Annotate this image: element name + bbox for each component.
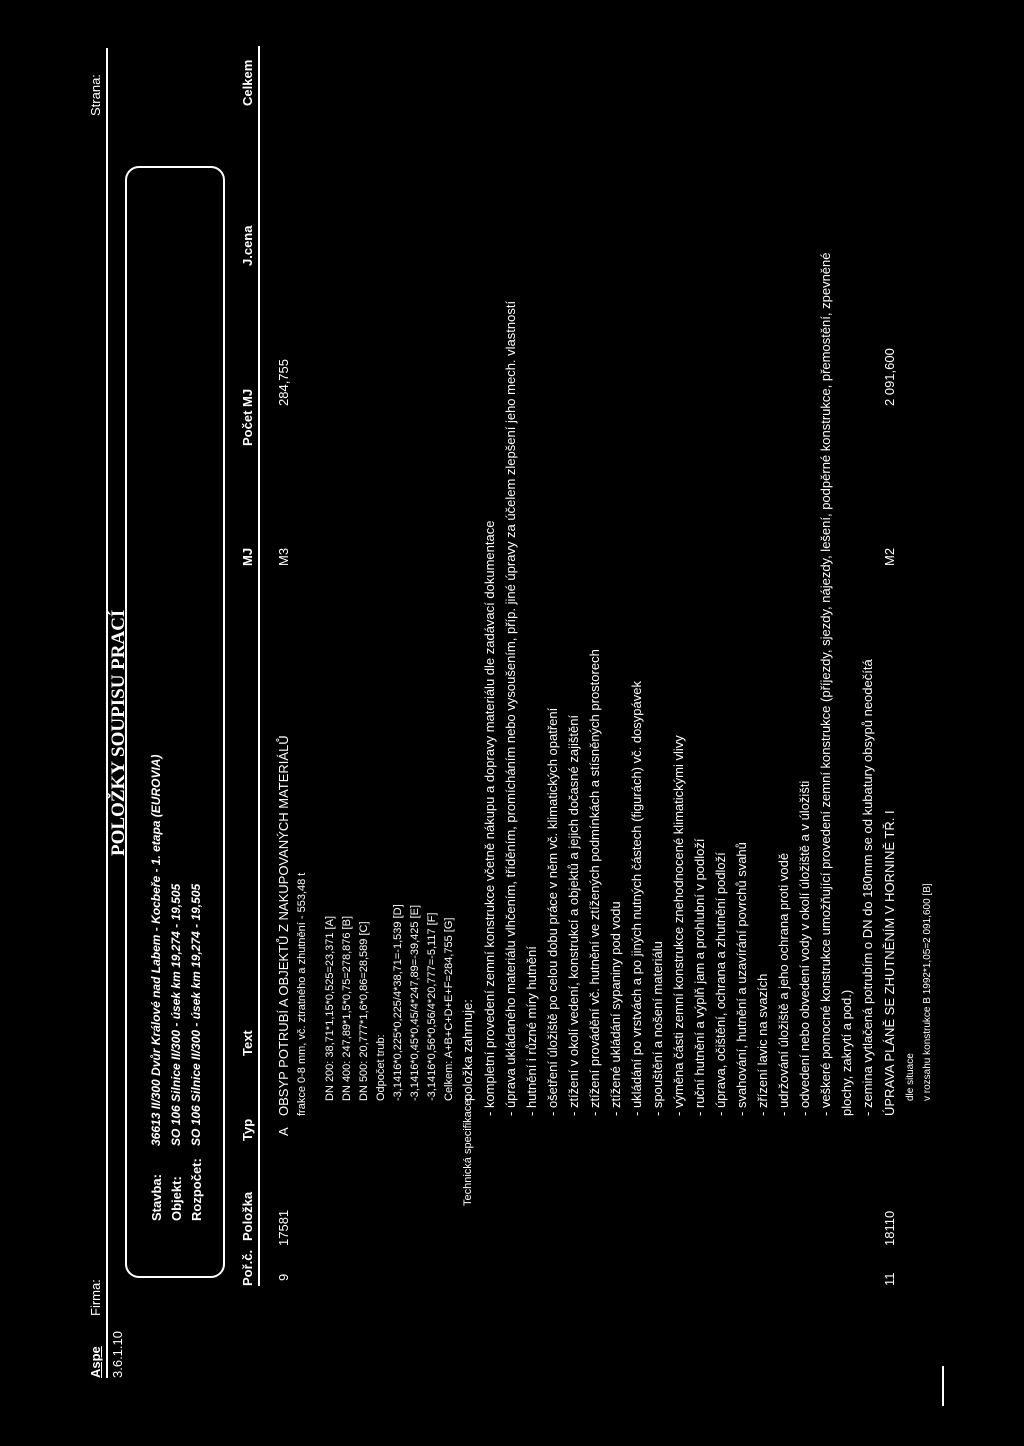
calc-line: -3,1416*0,56*0,56/4*20,777=-5,117 [F] <box>426 912 438 1101</box>
spec-bullet: - ukládání po vrstvách a po jiných nutných částech (figurách) vč. dosypávek <box>629 681 644 1116</box>
item2-no: 11 <box>882 1272 897 1286</box>
spec-bullet: - ošetření úložiště po celou dobu práce v něm vč. klimatických opatření <box>545 707 560 1116</box>
col-mj: MJ <box>240 547 255 566</box>
item2-note1: dle situace <box>905 1053 916 1101</box>
bottom-rule <box>942 1366 944 1406</box>
item1-no: 9 <box>276 1273 291 1281</box>
objekt-value: SO 106 Silnice II/300 - úsek km 19,274 - 19,505 <box>169 883 183 1146</box>
calc-line: Odpočet trub: <box>375 1034 387 1101</box>
spec-bullet: - ruční hutnění a výplň jam a prohlubní v podloží <box>692 838 707 1116</box>
spec-bullet: - výměna části zemní konstrukce znehodnocené klimatickými vlivy <box>671 735 686 1116</box>
rozpocet-label: Rozpočet: <box>189 1158 204 1221</box>
item2-qty: 2 091,600 <box>882 348 897 406</box>
stavba-label: Stavba: <box>149 1174 164 1221</box>
item1-text: OBSYP POTRUBÍ A OBJEKTŮ Z NAKUPOVANÝCH MATERIÁLŮ <box>276 735 291 1116</box>
aspe-label: Aspe <box>88 1346 103 1378</box>
item2-note2: v rozsahu konstrukce B 1992*1,05=2 091,600 [B] <box>922 883 933 1101</box>
item2-text: ÚPRAVA PLÁNĚ SE ZHUTNĚNÍM V HORNINĚ TŘ. I <box>882 810 897 1116</box>
spec-bullet: - kompletní provedení zemní konstrukce včetně nákupu a dopravy materiálu dle zadávací dokumentace <box>482 520 497 1116</box>
project-info-box <box>125 166 225 1278</box>
item2-mj: M2 <box>882 547 897 566</box>
spec-bullet: - svahování, hutnění a uzavírání povrchů svahů <box>734 842 749 1116</box>
spec-bullet: - hutnění i různé míry hutnění <box>524 946 539 1116</box>
col-pocet: Počet MJ <box>240 388 255 446</box>
col-porc: Poř.č. <box>240 1249 255 1286</box>
rozpocet-value: SO 106 Silnice II/300 - úsek km 19,274 - 19,505 <box>189 883 203 1146</box>
item1-code: 17581 <box>276 1209 291 1246</box>
calc-line: DN 500: 20,777*1,6*0,86=28,589 [C] <box>358 921 370 1101</box>
stavba-value: 36613 II/300 Dvůr Králové nad Labem - Kocbeře - 1. etapa (EUROVIA) <box>149 754 163 1146</box>
item1-qty: 284,755 <box>276 359 291 406</box>
spec-bullet: - zřízení lavic na svazích <box>755 973 770 1116</box>
item1-note: frakce 0-8 mm, vč. ztratného a zhutnění - 553,48 t <box>296 872 308 1116</box>
objekt-label: Objekt: <box>169 1176 184 1221</box>
spec-bullet: - veškeré pomocné konstrukce umožňující provedení zemní konstrukce (příjezdy, sjezdy, nájezdy, lešení, podpěrné konstrukce, přemostění, zpevněné <box>818 252 833 1116</box>
col-typ: Typ <box>240 1118 255 1141</box>
spec-bullet: - ztížené ukládání sypaniny pod vodu <box>608 901 623 1116</box>
spec-bullet: - zemina vytlačená potrubím o DN do 180mm se od kubatury obsypů neodečítá <box>860 659 875 1116</box>
spec-bullet: plochy, zakrytí a pod.) <box>839 989 854 1116</box>
spec-bullet: - udržování úložiště a jeho ochrana proti vodě <box>776 852 791 1116</box>
spec-bullet: - odvedení nebo obvedení vody v okolí úložiště a v úložišti <box>797 780 812 1116</box>
item1-mj: M3 <box>276 547 291 566</box>
spec-bullet: - ztížení provádění vč. hutnění ve ztížených podmínkách a stísněných prostorech <box>587 649 602 1116</box>
col-jcena: J.cena <box>240 225 255 266</box>
firma-label: Firma: <box>88 1279 103 1316</box>
spec-bullet: - úprava, očištění, ochrana a zhutnění podloží <box>713 852 728 1116</box>
tech-spec-intro: položka zahrnuje: <box>460 999 475 1101</box>
spec-bullet: - úprava ukládaného materiálu vlhčením, tříděním, promícháním nebo vysoušením, příp. jiné úpravy za účelem zlepšení jeho mech. vlastností <box>503 300 518 1116</box>
calc-line: DN 200: 38,71*1,15*0,525=23,371 [A] <box>324 915 336 1101</box>
calc-line: -3,1416*0,45*0,45/4*247,89=-39,425 [E] <box>409 904 421 1101</box>
calc-line: Celkem: A+B+C+D+E+F=284,755 [G] <box>443 917 455 1101</box>
col-celkem: Celkem <box>240 59 255 106</box>
spec-bullet: - spouštění a nošení materiálu <box>650 941 665 1116</box>
version-label: 3.6.1.10 <box>110 1331 125 1378</box>
page-title: POLOŽKY SOUPISU PRACÍ <box>108 609 129 856</box>
spec-bullet: - ztížení v okolí vedení, konstrukcí a objektů a jejich dočasné zajištění <box>566 714 581 1116</box>
column-header-rule <box>258 46 260 1286</box>
item2-code: 18110 <box>882 1210 897 1246</box>
item1-typ: A <box>276 1127 291 1136</box>
calc-line: DN 400: 247,89*1,5*0,75=278,876 [B] <box>341 915 353 1101</box>
tech-spec-label: Technická specifikace: <box>462 1096 474 1206</box>
col-polozka: Položka <box>240 1191 255 1241</box>
strana-label: Strana: <box>88 74 103 116</box>
calc-line: -3,1416*0,225*0,225/4*38,71=-1,539 [D] <box>392 904 404 1101</box>
col-text: Text <box>240 1030 255 1056</box>
